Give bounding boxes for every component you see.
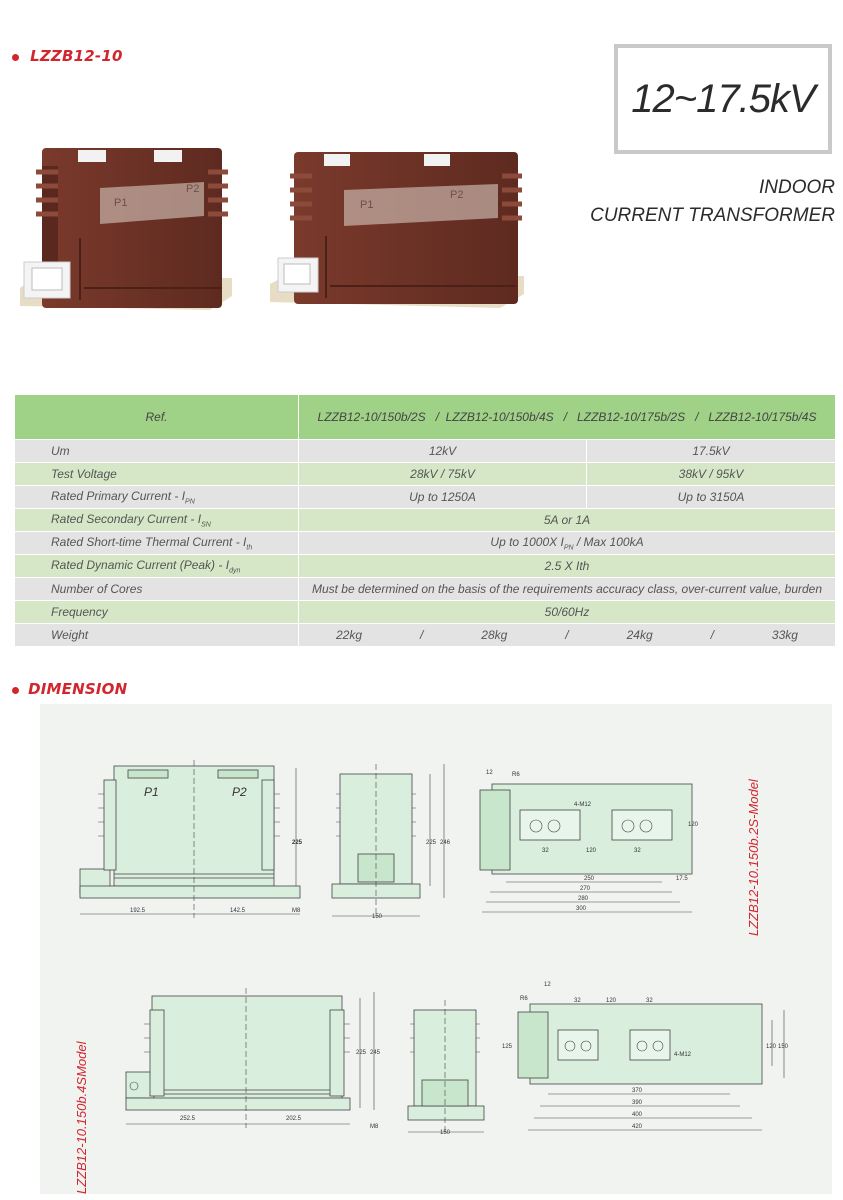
dim-label: 32	[646, 998, 653, 1004]
model-heading: LZZB12-10	[12, 46, 123, 65]
row-label: Rated Secondary Current - $I_{SN}$	[15, 509, 299, 532]
terminal-mark-p2: P2	[186, 183, 200, 195]
dim-label: 400	[632, 1112, 643, 1118]
cell-value: 38kV / 95kV	[587, 463, 836, 486]
dim-label: 120	[688, 822, 699, 828]
dim-label: 32	[574, 998, 581, 1004]
voltage-range: 12~17.5kV	[631, 76, 815, 121]
dim-label: 245	[370, 1050, 381, 1056]
table-row	[15, 440, 836, 463]
dimension-drawing-panel	[40, 704, 832, 1194]
row-label: Rated Dynamic Current (Peak) - $I_{dyn}$	[15, 555, 299, 578]
dim-label: 252.5	[180, 1116, 196, 1122]
ref-label: Ref.	[15, 395, 299, 440]
dim-label: 280	[578, 896, 589, 902]
row-label: Test Voltage	[15, 463, 299, 486]
table-header-row	[15, 395, 836, 440]
cell-value: 50/60Hz	[299, 601, 836, 624]
table-row	[15, 624, 836, 647]
dim-label: 4-M12	[674, 1052, 692, 1058]
row-label: Number of Cores	[15, 578, 299, 601]
table-row	[15, 463, 836, 486]
terminal-label-p1: P1	[144, 785, 159, 799]
dim-label: R6	[512, 772, 520, 778]
bullet-icon	[12, 687, 19, 694]
dimension-drawings	[40, 704, 832, 1194]
ref-value: LZZB12-10/150b/2S / LZZB12-10/150b/4S / LZZB12-10/175b/2S / LZZB12-10/175b/4S	[299, 395, 836, 440]
cell-value: 12kV	[299, 440, 587, 463]
table-row	[15, 486, 836, 509]
row-label: Frequency	[15, 601, 299, 624]
cell-value: Up to 3150A	[587, 486, 836, 509]
dim-label: 120	[606, 998, 617, 1004]
model-2s-label: LZZB12-10.150b.2S-Model	[746, 779, 761, 936]
row-label: Um	[15, 440, 299, 463]
model-4s-label: LZZB12-10.150b.4SModel	[74, 1041, 89, 1194]
dim-label: 225	[426, 840, 437, 846]
product-images	[14, 128, 574, 328]
dim-label: 125	[502, 1044, 513, 1050]
cell-value: 22kg / 28kg / 24kg / 33kg	[299, 624, 836, 647]
spec-table	[14, 394, 836, 647]
table-row	[15, 555, 836, 578]
dim-label: 32	[542, 848, 549, 854]
dim-label: 150	[440, 1130, 451, 1136]
table-row	[15, 532, 836, 555]
dim-label: 420	[632, 1124, 643, 1130]
cell-value: 5A or 1A	[299, 509, 836, 532]
terminal-mark-p2: P2	[450, 189, 464, 201]
dim-label: 150	[778, 1044, 789, 1050]
dim-label: 250	[584, 876, 595, 882]
dim-label: 225	[356, 1050, 367, 1056]
terminal-label-p2: P2	[232, 785, 247, 799]
dim-label: M8	[292, 908, 301, 914]
product-subtitle	[590, 174, 835, 230]
subtitle-line-2: CURRENT TRANSFORMER	[590, 205, 835, 226]
dim-label: 246	[440, 840, 451, 846]
dim-label: M8	[370, 1124, 379, 1130]
bullet-icon	[12, 54, 19, 61]
dim-label: 270	[580, 886, 591, 892]
dim-label: 142.5	[230, 908, 246, 914]
table-row	[15, 601, 836, 624]
dim-label: 12	[486, 770, 493, 776]
transformer-2s-image	[20, 148, 232, 310]
row-label: Rated Short-time Thermal Current - $I_{th}$	[15, 532, 299, 555]
dimension-heading: DIMENSION	[12, 679, 127, 698]
table-row	[15, 509, 836, 532]
dim-label: 120	[766, 1044, 777, 1050]
transformer-4s-image	[270, 152, 524, 308]
dim-label: 202.5	[286, 1116, 302, 1122]
row-label: Weight	[15, 624, 299, 647]
terminal-mark-p1: P1	[114, 197, 128, 209]
subtitle-line-1: INDOOR	[759, 177, 835, 198]
dim-label: 192.5	[130, 908, 146, 914]
dim-label: 150	[372, 914, 383, 920]
dim-label: 17.5	[676, 876, 688, 882]
dim-label: 4-M12	[574, 802, 592, 808]
voltage-range-box	[614, 44, 832, 154]
dim-label: 225	[292, 840, 303, 846]
cell-value: 2.5 X Ith	[299, 555, 836, 578]
dim-label: 370	[632, 1088, 643, 1094]
cell-value: Must be determined on the basis of the requirements accuracy class, over-current value, burden	[299, 578, 836, 601]
dim-label: 12	[544, 982, 551, 988]
dim-label: 390	[632, 1100, 643, 1106]
dim-label: R6	[520, 996, 528, 1002]
cell-value: 28kV / 75kV	[299, 463, 587, 486]
cell-value: Up to 1000X $I_{PN}$ / Max 100kA	[299, 532, 836, 555]
terminal-mark-p1: P1	[360, 199, 374, 211]
cell-value: Up to 1250A	[299, 486, 587, 509]
dim-label: 300	[576, 906, 587, 912]
cell-value: 17.5kV	[587, 440, 836, 463]
row-label: Rated Primary Current - $I_{PN}$	[15, 486, 299, 509]
dim-label: 120	[586, 848, 597, 854]
table-row	[15, 578, 836, 601]
dim-label: 32	[634, 848, 641, 854]
